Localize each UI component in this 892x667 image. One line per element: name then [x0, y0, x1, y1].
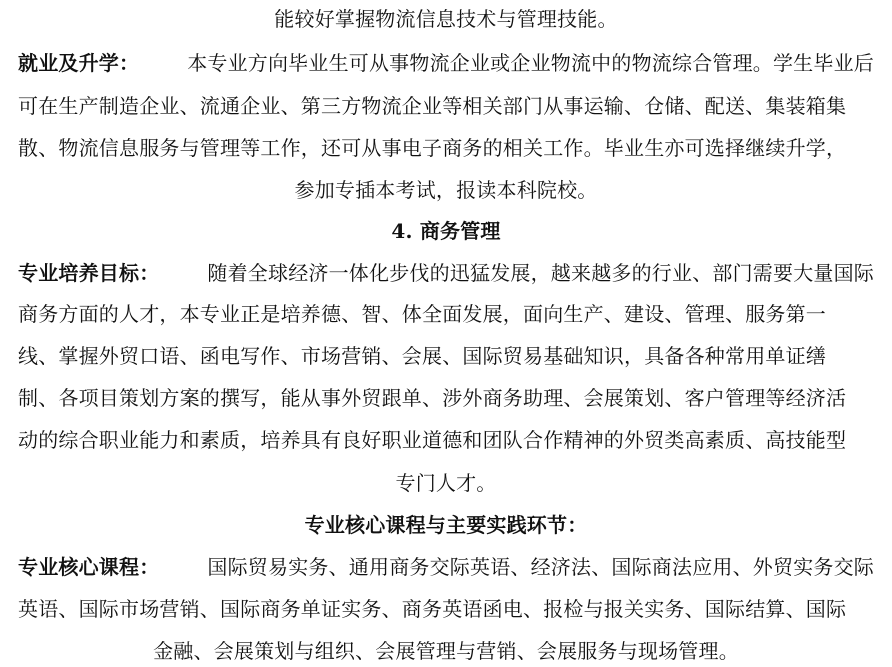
- employment-paragraph-line-1: [18, 48, 874, 78]
- core-text-line-3: 金融、会展策划与组织、会展管理与营销、会展服务与现场管理。: [153, 639, 739, 663]
- goal-text-line-2: 商务方面的人才，本专业正是培养德、智、体全面发展，面向生产、建设、管理、服务第一: [18, 302, 826, 326]
- core-courses-heading: 专业核心课程与主要实践环节：: [304, 513, 588, 537]
- employment-text-line-1: 本专业方向毕业生可从事物流企业或企业物流中的物流综合管理。学生毕业后: [187, 51, 874, 75]
- goal-label: 专业培养目标：: [18, 261, 160, 285]
- core-text-line-2: 英语、国际市场营销、国际商务单证实务、商务英语函电、报检与报关实务、国际结算、国际: [18, 597, 847, 621]
- goal-text-line-4: 制、各项目策划方案的撰写，能从事外贸跟单、涉外商务助理、会展策划、客户管理等经济活: [18, 386, 847, 410]
- employment-text-line-3: 散、物流信息服务与管理等工作，还可从事电子商务的相关工作。毕业生亦可选择继续升学，: [18, 136, 847, 160]
- goal-text-line-6: 专门人才。: [395, 471, 497, 495]
- goal-text-line-3: 线、掌握外贸口语、函电写作、市场营销、会展、国际贸易基础知识，具备各种常用单证缮: [18, 344, 826, 368]
- goal-text-line-1: 随着全球经济一体化步伐的迅猛发展，越来越多的行业、部门需要大量国际: [207, 261, 874, 285]
- employment-text-line-2: 可在生产制造企业、流通企业、第三方物流企业等相关部门从事运输、仓储、配送、集装箱集: [18, 94, 847, 118]
- goal-paragraph-line-1: [18, 258, 874, 288]
- logistics-skills-tail: 能较好掌握物流信息技术与管理技能。: [274, 7, 618, 31]
- core-text-line-1: 国际贸易实务、通用商务交际英语、经济法、国际商法应用、外贸实务交际: [207, 555, 874, 579]
- business-section-heading: 4. 商务管理: [391, 219, 501, 243]
- core-paragraph-line-1: [18, 552, 874, 582]
- goal-text-line-5: 动的综合职业能力和素质，培养具有良好职业道德和团队合作精神的外贸类高素质、高技能型: [18, 428, 847, 452]
- employment-text-line-4: 参加专插本考试，报读本科院校。: [294, 178, 598, 202]
- core-label: 专业核心课程：: [18, 555, 160, 579]
- employment-label: 就业及升学：: [18, 51, 140, 75]
